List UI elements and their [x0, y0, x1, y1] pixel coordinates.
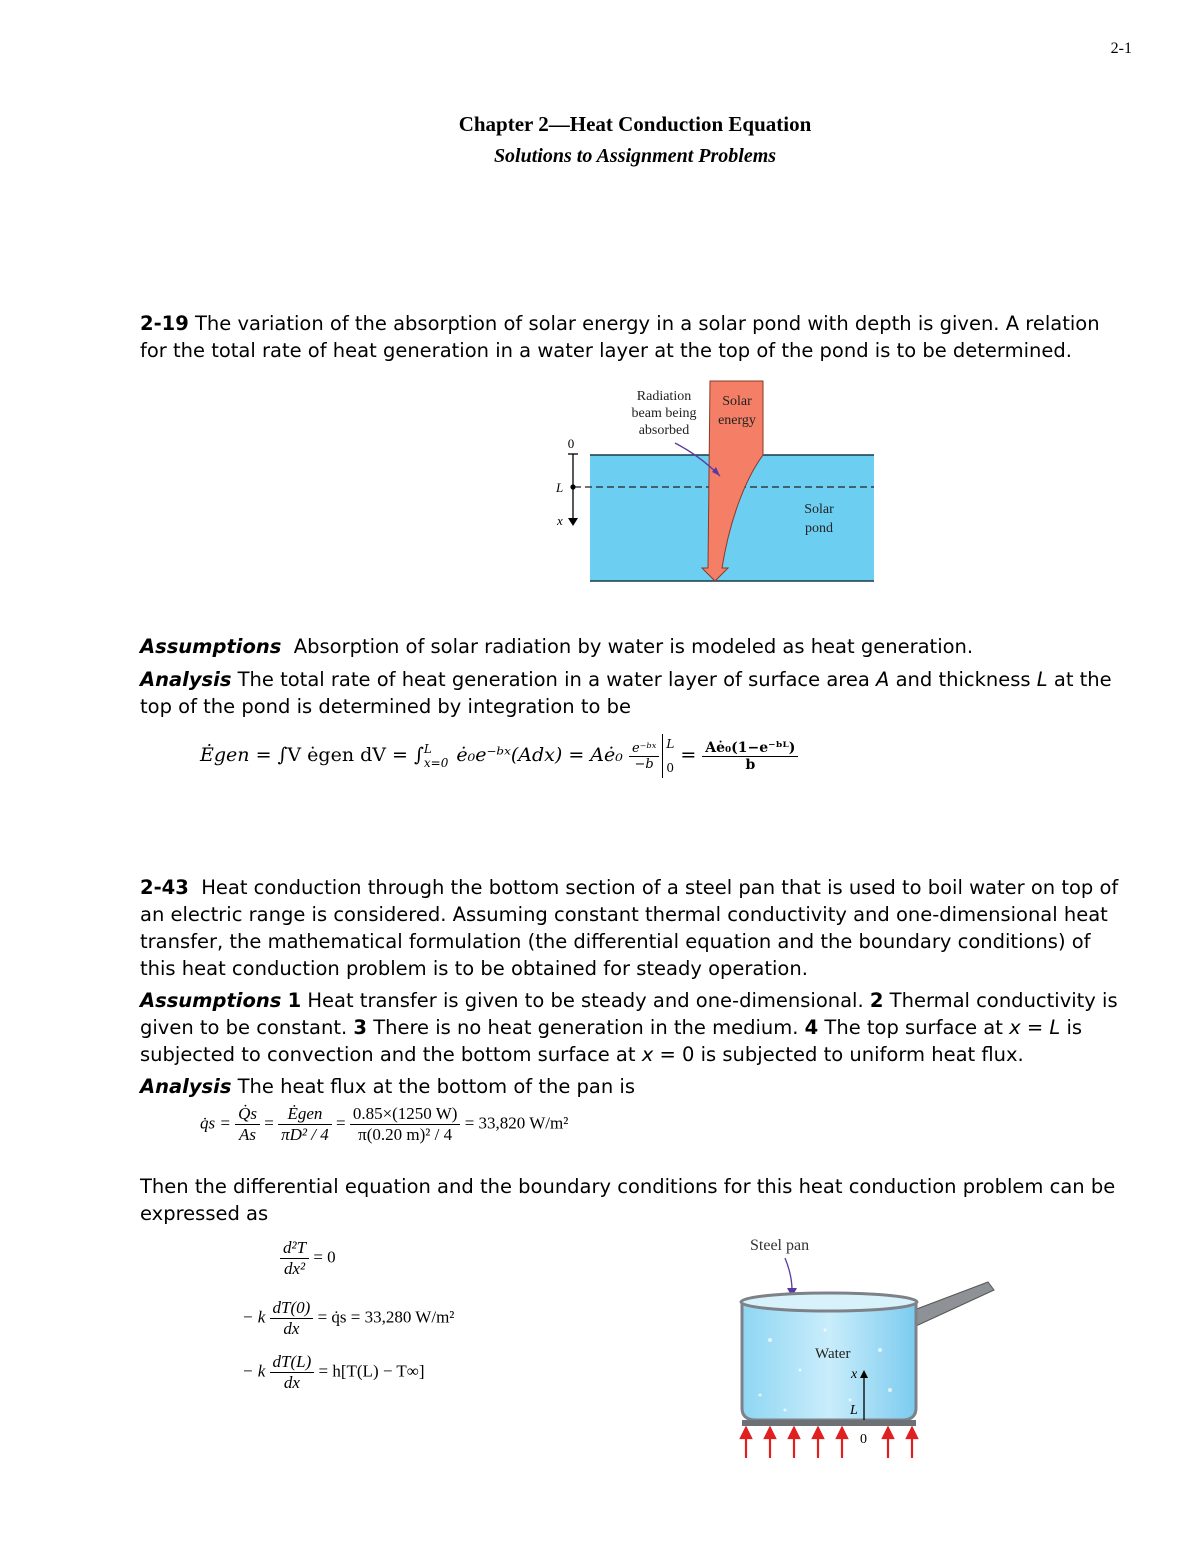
- assumptions-label: Assumptions: [140, 635, 282, 658]
- eq-int-upper: L: [423, 742, 432, 756]
- bc1-num: dT(0): [270, 1298, 314, 1319]
- page-title: Chapter 2—Heat Conduction Equation: [458, 112, 812, 136]
- label-solar-energy-1: Solar: [722, 394, 752, 409]
- label-solar-pond-1: Solar: [804, 502, 834, 517]
- label-radiation-2: beam being: [631, 406, 697, 421]
- heat-flux-arrows: [741, 1428, 917, 1458]
- problem-243-number: 2-43: [140, 876, 189, 899]
- boundary-condition-2: [242, 1352, 425, 1393]
- label-solar-pond-2: pond: [805, 521, 833, 536]
- a4-x1: x: [1009, 1016, 1021, 1039]
- pan-rim: [741, 1293, 917, 1311]
- pond-label-x: x: [557, 513, 563, 528]
- bc2-den: dx: [283, 1373, 300, 1392]
- bc2-rhs: = h[T(L) − T∞]: [318, 1361, 425, 1381]
- assumptions-text: Absorption of solar radiation by water is modeled as heat generation.: [293, 635, 974, 658]
- bc2-num: dT(L): [270, 1352, 315, 1373]
- eq-eval-lower: 0: [666, 761, 674, 775]
- bc1-rhs: = q̇s = 33,280 W/m²: [317, 1307, 455, 1327]
- flux-lhs: q̇s =: [200, 1113, 231, 1133]
- page-number: 2-1: [1110, 40, 1132, 57]
- eq-int-lower: x=0: [423, 756, 449, 770]
- a3-text: There is no heat generation in the medium.: [373, 1016, 799, 1039]
- eq-eval-upper: L: [666, 737, 675, 751]
- a4-x2: x: [641, 1043, 654, 1066]
- label-steel-pan: Steel pan: [750, 1237, 810, 1254]
- differential-equation: [280, 1238, 336, 1279]
- eq-mid: ė₀e⁻ᵇˣ(Adx) = Aė₀: [456, 744, 623, 766]
- analysis-text-1: The total rate of heat generation in a water layer of surface area: [237, 668, 877, 691]
- a4-text-1: The top surface at: [824, 1016, 1010, 1039]
- then-text: Then the differential equation and the boundary conditions for this heat conduction problem can be expressed as: [140, 1175, 1116, 1225]
- bc2-pre: − k: [242, 1361, 266, 1381]
- a4-text-4: = 0 is subjected to uniform heat flux.: [653, 1043, 1024, 1066]
- a4-num: 4: [804, 1016, 819, 1039]
- bc1-pre: − k: [242, 1307, 266, 1327]
- de-num: d²T: [280, 1238, 309, 1259]
- label-L: L: [850, 1403, 858, 1418]
- problem-243-assumptions: [140, 987, 1130, 1068]
- label-solar-energy-2: energy: [718, 413, 756, 428]
- analysis-label-243: Analysis: [140, 1075, 232, 1098]
- flux-f1-num: Q̇s: [235, 1104, 260, 1125]
- problem-243-text: Heat conduction through the bottom section of a steel pan that is used to boil water on top of an electric range is considered. Assuming constant thermal conductivity and one-dimensional heat transfer, the mathematical formulation (the differential equation and the boundary conditions) of this heat conduction problem is to be obtained for steady operation.: [140, 876, 1119, 980]
- page-subtitle: Solutions to Assignment Problems: [493, 145, 777, 167]
- eq-frac-den: −b: [634, 756, 654, 772]
- a2-text: Thermal conductivity is given to be constant.: [140, 989, 1118, 1039]
- label-water: Water: [815, 1346, 851, 1362]
- pond-label-L: L: [556, 480, 564, 495]
- eq-result-num: Aė₀(1−e⁻ᵇᴸ): [702, 740, 798, 757]
- problem-219-assumptions: [140, 633, 1130, 660]
- problem-219-analysis: [140, 666, 1130, 720]
- heat-flux-equation: q̇s = $\frac{Q̇s}{As}$ = $\frac{\text{Ėgen}}{\text{πD² / 4}}$ = $\frac{0.85\times(1250 W)}{\text{π(0.20 m)² / 4}}$ = 33,820 W/m²: [200, 1104, 569, 1144]
- flux-f3-num: 0.85×(1250 W): [350, 1104, 461, 1125]
- solar-pond-figure: [540, 378, 880, 590]
- flux-f2-num: Ėgen: [278, 1104, 332, 1125]
- problem-243-analysis: [140, 1073, 1130, 1100]
- flux-result: = 33,820 W/m²: [464, 1113, 569, 1133]
- analysis-text-3: at the top of the pond is determined by integration to be: [140, 668, 1112, 718]
- analysis-L: L: [1036, 668, 1048, 691]
- flux-f3-den: π(0.20 m)² / 4: [358, 1125, 453, 1144]
- pan-handle: [914, 1282, 994, 1326]
- label-radiation-1: Radiation: [636, 389, 692, 404]
- boundary-condition-1: [242, 1298, 454, 1339]
- de-rhs: = 0: [313, 1247, 336, 1267]
- label-radiation-3: absorbed: [638, 423, 690, 438]
- eq-result-den: b: [745, 756, 756, 773]
- a1-num: 1: [287, 989, 302, 1012]
- heat-generation-equation: Ėgen = ∫V ėgen dV = ∫ L x=0 ė₀e⁻ᵇˣ(Adx) = Aė₀ $\frac{\text{e⁻ᵇˣ}}{-b}$ L 0 = $\frac{\text{Aė₀(1−e⁻ᵇᴸ)}}{b}$: [200, 732, 798, 780]
- a1-text: Heat transfer is given to be steady and one-dimensional.: [307, 989, 864, 1012]
- de-den: dx²: [283, 1259, 306, 1278]
- problem-243-statement: [140, 874, 1130, 982]
- analysis-label: Analysis: [140, 668, 232, 691]
- pond-label-zero: 0: [567, 436, 575, 451]
- assumptions-label-243: Assumptions: [140, 989, 282, 1012]
- flux-f1-den: As: [239, 1125, 257, 1144]
- analysis-text-243: The heat flux at the bottom of the pan is: [237, 1075, 636, 1098]
- a2-num: 2: [869, 989, 884, 1012]
- a4-text-3: is subjected to convection and the bottom surface at: [140, 1016, 1083, 1066]
- analysis-text-2: and thickness: [889, 668, 1037, 691]
- analysis-A: A: [876, 668, 890, 691]
- a4-L: L: [1049, 1016, 1061, 1039]
- a3-num: 3: [353, 1016, 367, 1039]
- eq-frac-num: e⁻ᵇˣ: [629, 741, 659, 757]
- flux-f2-den: πD² / 4: [281, 1125, 329, 1144]
- problem-219-number: 2-19: [140, 312, 189, 335]
- problem-219-statement: [140, 310, 1130, 364]
- bc1-den: dx: [283, 1319, 300, 1338]
- pan-bottom: [742, 1420, 916, 1426]
- problem-219-text: The variation of the absorption of solar energy in a solar pond with depth is given. A relation for the total rate of heat generation in a water layer at the top of the pond is to be determined.: [140, 312, 1100, 362]
- label-zero: 0: [860, 1432, 867, 1447]
- a4-text-2: =: [1020, 1016, 1050, 1039]
- steel-pan-figure: [730, 1230, 1020, 1465]
- label-x: x: [851, 1367, 858, 1382]
- eq-lhs: Ėgen: [200, 744, 250, 766]
- eq-part-1: = ∫V ėgen dV = ∫: [255, 744, 424, 766]
